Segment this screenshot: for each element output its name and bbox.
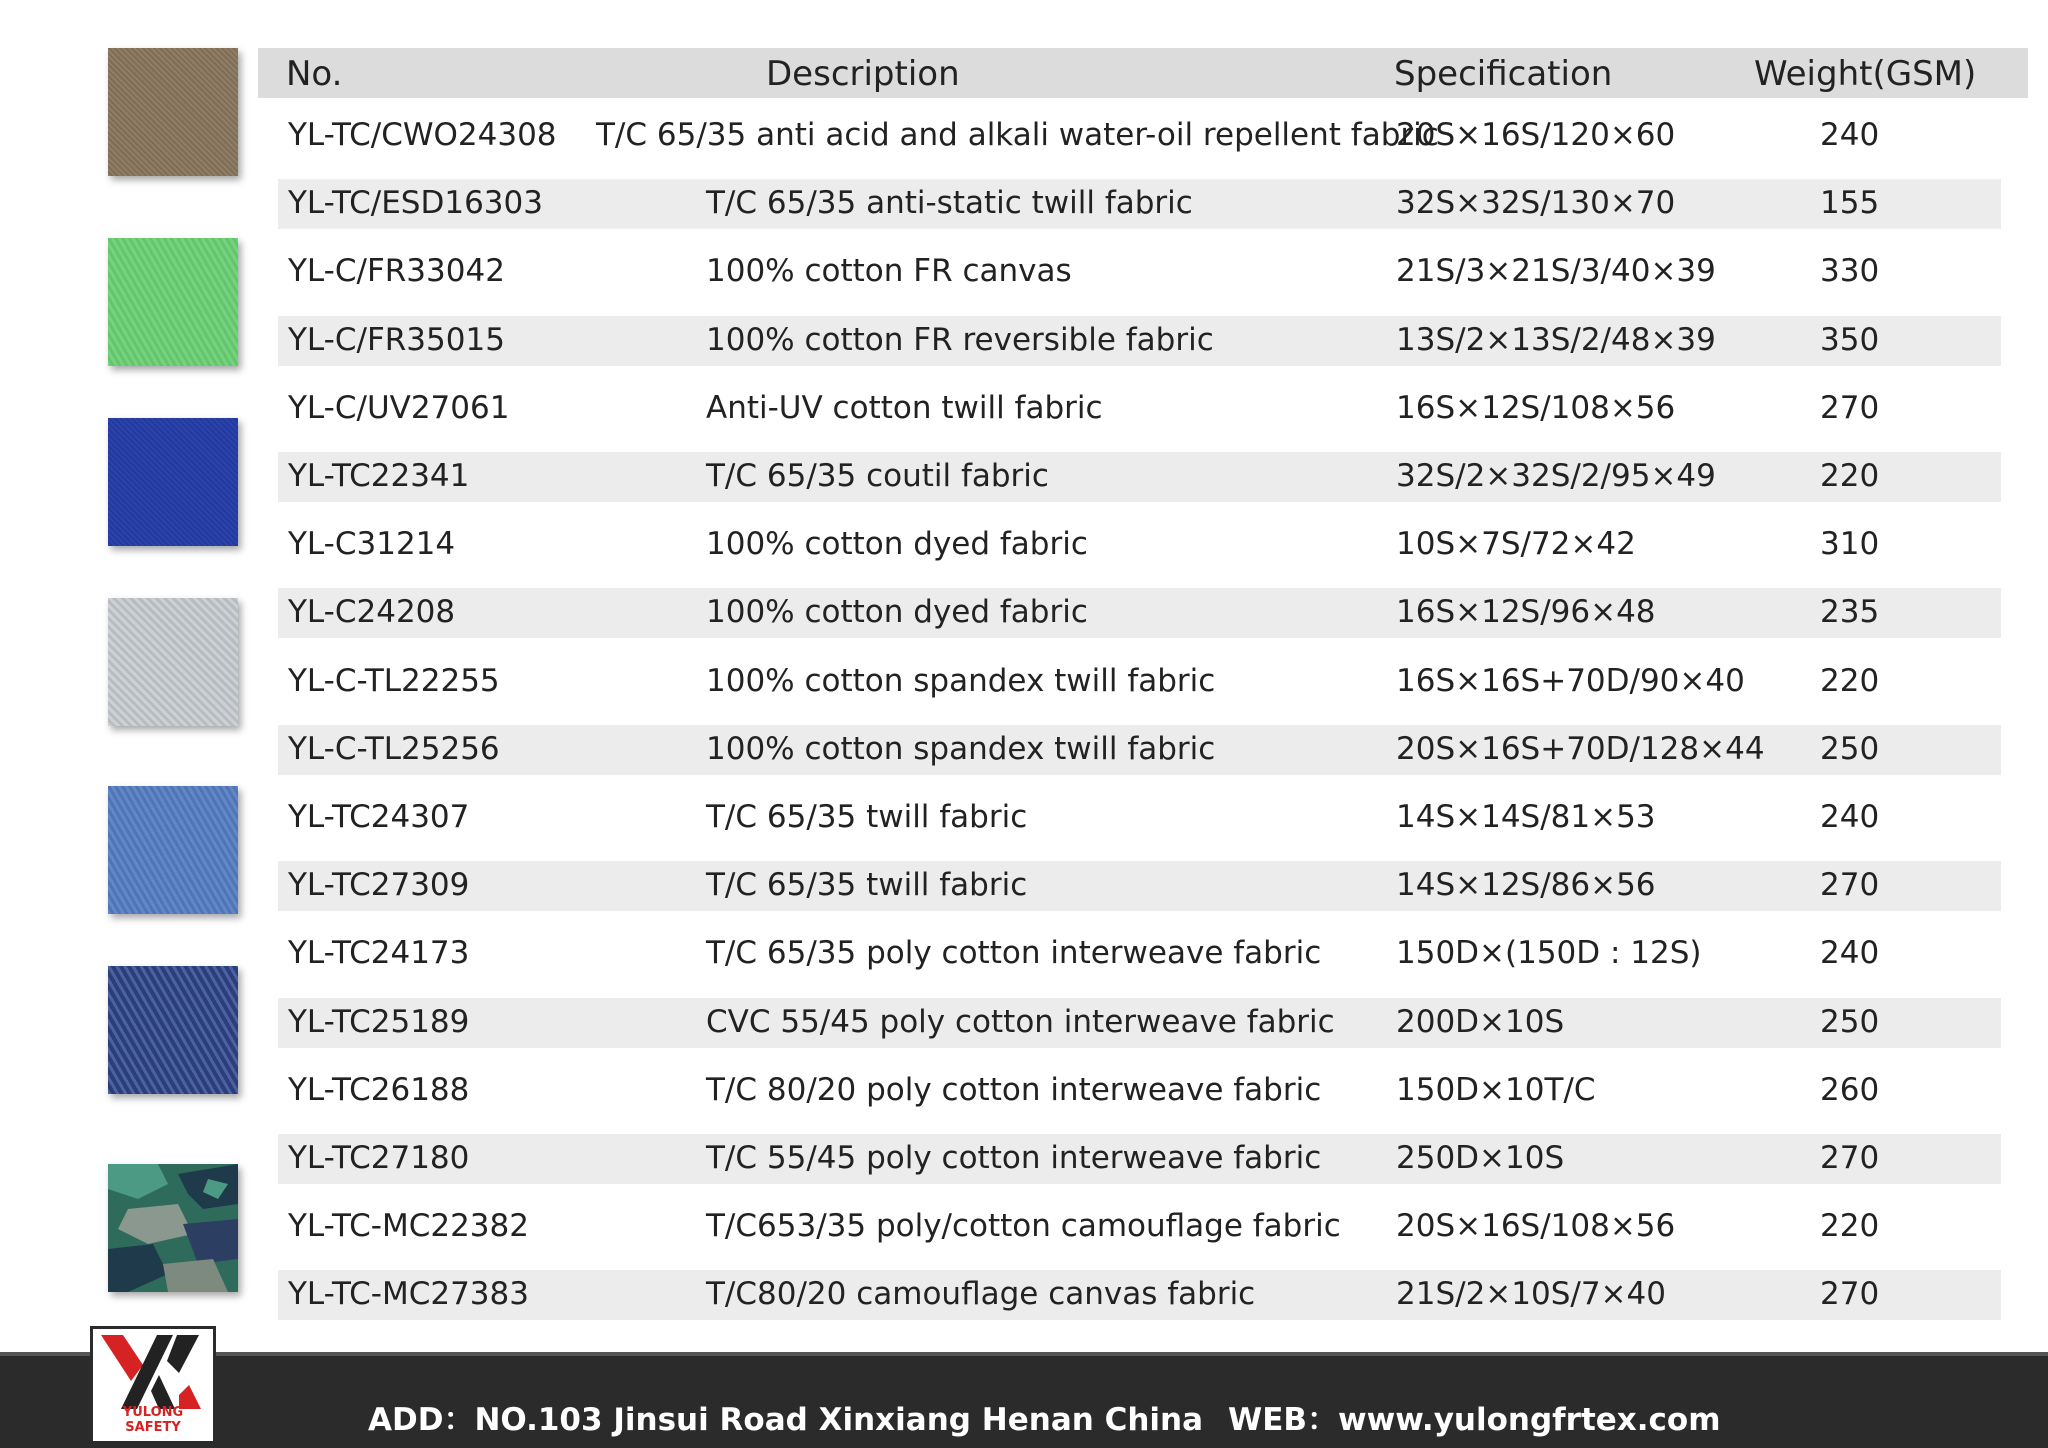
table-row xyxy=(278,316,2001,366)
table-row xyxy=(278,861,2001,911)
cell-weight: 270 xyxy=(1820,867,1880,904)
table-row xyxy=(278,929,2001,979)
footer-address: ADD：NO.103 Jinsui Road Xinxiang Henan China xyxy=(368,1402,1204,1438)
cell-no: YL-TC/ESD16303 xyxy=(288,185,543,222)
table-row xyxy=(278,793,2001,843)
cell-description: T/C 65/35 poly cotton interweave fabric xyxy=(706,935,1322,972)
table-row xyxy=(278,179,2001,229)
cell-specification: 14S×12S/86×56 xyxy=(1396,867,1656,904)
cell-no: YL-TC27180 xyxy=(288,1140,470,1176)
cell-description: Anti-UV cotton twill fabric xyxy=(706,389,1103,426)
logo-brand-text: YULONG SAFETY xyxy=(122,1405,184,1435)
cell-no: YL-TC-MC22382 xyxy=(288,1208,529,1245)
cell-specification: 200D×10S xyxy=(1396,1003,1565,1040)
cell-specification: 16S×12S/96×48 xyxy=(1396,594,1656,631)
cell-specification: 150D×(150D : 12S) xyxy=(1396,935,1702,972)
cell-no: YL-TC27309 xyxy=(288,867,470,904)
table-row xyxy=(278,588,2001,638)
camouflage-pattern xyxy=(108,1164,238,1292)
cell-no: YL-C/UV27061 xyxy=(288,389,510,426)
cell-no: YL-TC-MC27383 xyxy=(288,1276,529,1313)
cell-weight: 220 xyxy=(1820,662,1880,699)
table-row xyxy=(278,1134,2001,1184)
table-row xyxy=(278,725,2001,775)
cell-specification: 20S×16S/108×56 xyxy=(1396,1208,1676,1245)
cell-specification: 10S×7S/72×42 xyxy=(1396,526,1636,563)
cell-no: YL-C/FR35015 xyxy=(288,321,505,358)
cell-description: 100% cotton dyed fabric xyxy=(706,526,1088,563)
cell-specification: 16S×16S+70D/90×40 xyxy=(1396,662,1745,699)
table-row xyxy=(278,657,2001,707)
cell-specification: 250D×10S xyxy=(1396,1140,1565,1176)
cell-weight: 220 xyxy=(1820,458,1880,494)
cell-specification: 20S×16S/120×60 xyxy=(1396,117,1676,153)
cell-description: T/C 65/35 twill fabric xyxy=(706,799,1028,835)
cell-no: YL-C/FR33042 xyxy=(288,253,505,290)
khaki-fabric-swatch xyxy=(108,48,238,176)
cell-weight: 260 xyxy=(1820,1071,1880,1108)
cell-specification: 20S×16S+70D/128×44 xyxy=(1396,730,1765,767)
royal-blue-fabric-swatch xyxy=(108,418,238,546)
table-header xyxy=(258,48,2028,98)
camouflage-fabric-swatch xyxy=(108,1164,238,1292)
cell-no: YL-TC24173 xyxy=(288,935,470,972)
table-row xyxy=(278,452,2001,502)
cell-description: T/C 65/35 twill fabric xyxy=(706,867,1028,904)
cell-no: YL-C-TL25256 xyxy=(288,730,500,767)
cell-no: YL-C24208 xyxy=(288,594,456,631)
table-row xyxy=(278,998,2001,1048)
table-row xyxy=(278,111,2001,161)
header-no: No. xyxy=(286,54,343,94)
cell-no: YL-TC/CWO24308 xyxy=(288,117,557,153)
cell-specification: 150D×10T/C xyxy=(1396,1071,1596,1108)
cell-weight: 270 xyxy=(1820,1276,1880,1313)
footer-web: WEB：www.yulongfrtex.com xyxy=(1228,1402,1721,1438)
cell-no: YL-C-TL22255 xyxy=(288,662,500,699)
table-row xyxy=(278,1066,2001,1116)
cell-weight: 350 xyxy=(1820,321,1880,358)
header-description: Description xyxy=(766,54,960,94)
cell-specification: 32S/2×32S/2/95×49 xyxy=(1396,458,1716,494)
green-fabric-swatch xyxy=(108,238,238,366)
cell-description: 100% cotton spandex twill fabric xyxy=(706,662,1216,699)
cell-no: YL-TC25189 xyxy=(288,1003,470,1040)
header-weight: Weight(GSM) xyxy=(1754,54,1977,94)
yl-logo-icon xyxy=(101,1335,205,1409)
cell-weight: 250 xyxy=(1820,730,1880,767)
light-grey-fabric-swatch xyxy=(108,598,238,726)
cell-description: 100% cotton FR canvas xyxy=(706,253,1072,290)
cell-no: YL-TC24307 xyxy=(288,799,470,835)
cell-specification: 21S/2×10S/7×40 xyxy=(1396,1276,1666,1313)
cell-description: T/C 55/45 poly cotton interweave fabric xyxy=(706,1140,1322,1176)
cell-description: T/C80/20 camouflage canvas fabric xyxy=(706,1276,1256,1313)
cell-weight: 155 xyxy=(1820,185,1880,222)
cell-weight: 270 xyxy=(1820,1140,1880,1176)
cell-weight: 235 xyxy=(1820,594,1880,631)
header-specification: Specification xyxy=(1394,54,1613,94)
cell-description: 100% cotton FR reversible fabric xyxy=(706,321,1214,358)
cell-specification: 14S×14S/81×53 xyxy=(1396,799,1656,835)
cell-description: 100% cotton spandex twill fabric xyxy=(706,730,1216,767)
table-row xyxy=(278,1202,2001,1252)
cell-description: T/C 65/35 coutil fabric xyxy=(706,458,1049,494)
cell-description: T/C 65/35 anti acid and alkali water-oil repellent fabric xyxy=(596,117,1439,153)
cell-description: CVC 55/45 poly cotton interweave fabric xyxy=(706,1003,1335,1040)
cell-weight: 250 xyxy=(1820,1003,1880,1040)
table-row xyxy=(278,384,2001,434)
cell-weight: 330 xyxy=(1820,253,1880,290)
company-logo xyxy=(90,1326,216,1444)
table-row xyxy=(278,1270,2001,1320)
cell-weight: 240 xyxy=(1820,799,1880,835)
cell-description: 100% cotton dyed fabric xyxy=(706,594,1088,631)
cell-specification: 13S/2×13S/2/48×39 xyxy=(1396,321,1716,358)
cell-weight: 240 xyxy=(1820,117,1880,153)
cell-weight: 310 xyxy=(1820,526,1880,563)
cell-weight: 220 xyxy=(1820,1208,1880,1245)
navy-twill-fabric-swatch xyxy=(108,966,238,1094)
cell-description: T/C653/35 poly/cotton camouflage fabric xyxy=(706,1208,1341,1245)
cell-weight: 270 xyxy=(1820,389,1880,426)
medium-blue-fabric-swatch xyxy=(108,786,238,914)
cell-weight: 240 xyxy=(1820,935,1880,972)
footer-divider xyxy=(0,1352,2048,1356)
cell-no: YL-TC26188 xyxy=(288,1071,470,1108)
cell-description: T/C 80/20 poly cotton interweave fabric xyxy=(706,1071,1322,1108)
cell-specification: 21S/3×21S/3/40×39 xyxy=(1396,253,1716,290)
cell-specification: 32S×32S/130×70 xyxy=(1396,185,1676,222)
cell-specification: 16S×12S/108×56 xyxy=(1396,389,1676,426)
cell-no: YL-TC22341 xyxy=(288,458,470,494)
cell-no: YL-C31214 xyxy=(288,526,456,563)
table-row xyxy=(278,247,2001,297)
cell-description: T/C 65/35 anti-static twill fabric xyxy=(706,185,1193,222)
table-row xyxy=(278,520,2001,570)
